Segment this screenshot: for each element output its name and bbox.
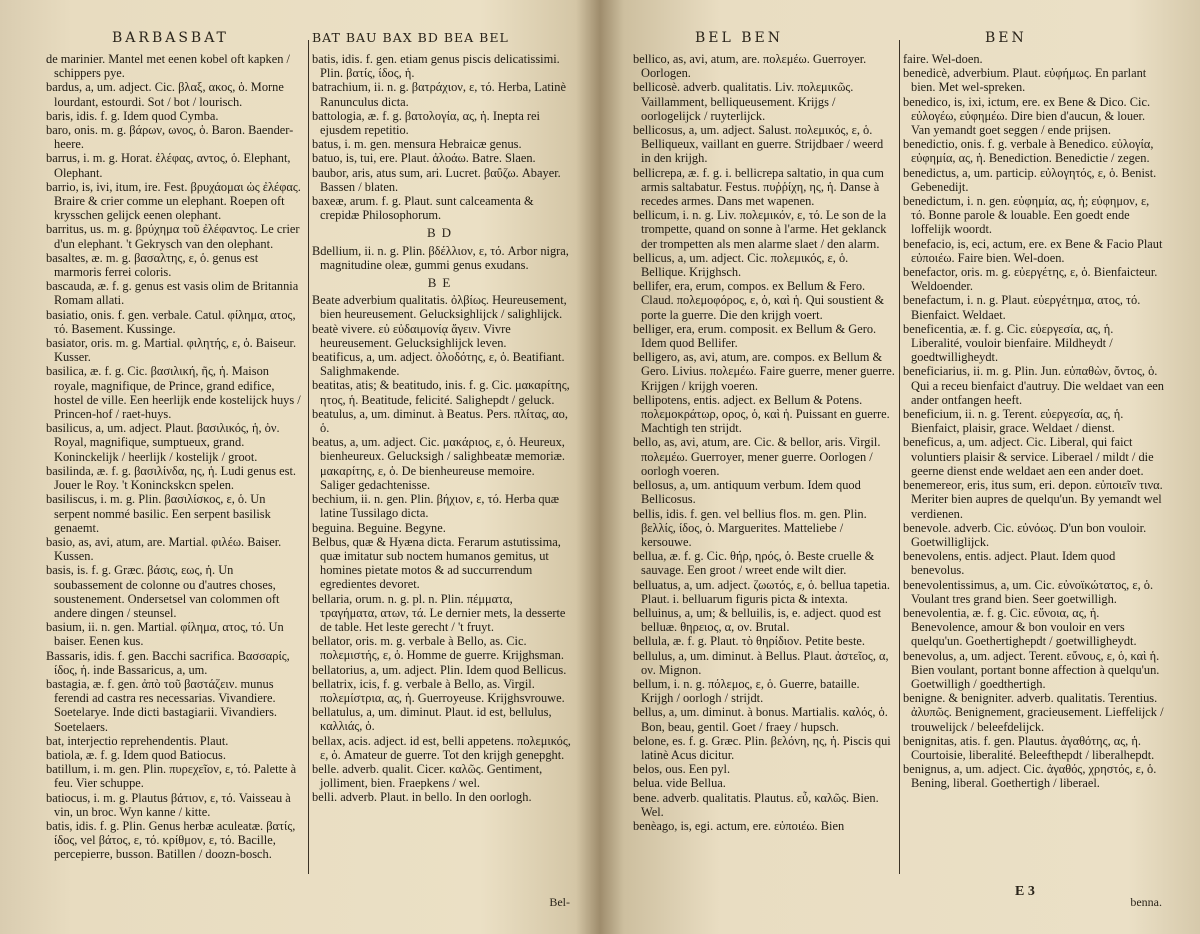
dictionary-entry: benedico, is, ixi, ictum, ere. ex Bene & Dico. Cic. εὐλογέω, εὐφημέω. Dire bien d'aucun, & louer. Van yemandt goet seggen / ende prijsen. — [903, 94, 1151, 138]
dictionary-entry: beneficentia, æ. f. g. Cic. εὐεργεσία, ας, ἡ. Liberalité, vouloir bienfaire. Mildheydt / goedtwilligheydt. — [903, 321, 1114, 365]
dictionary-entry: Beate adverbium qualitatis. ὀλβίως. Heureusement, bien heureusement. Gelucksighlijck / salighlijck. — [312, 293, 567, 322]
dictionary-entry: beneficus, a, um. adject. Cic. Liberal, qui faict voluntiers plaisir & service. Liberael / mildt / die geerne dienst ende weldaet aen een ander doet. — [903, 435, 1154, 478]
dictionary-entry: basiatio, onis. f. gen. verbale. Catul. φίλημα, ατος, τό. Basement. Kussinge. — [46, 307, 296, 336]
dictionary-entry: bello, as, avi, atum, are. Cic. & bellor, aris. Virgil. πολεμέω. Guerroyer, mener guerre. Oorlogen / oorlogh voeren. — [633, 435, 881, 478]
dictionary-entry: bellax, acis. adject. id est, belli appetens. πολεμικός, ε, ὁ. Amateur de guerre. Tot den krijgh genepght. — [312, 733, 571, 762]
dictionary-entry: benèago, is, egi. actum, ere. εὐποιέω. Bien — [633, 818, 845, 833]
left-page — [40, 0, 580, 934]
running-header-right: BAT BAU BAX BD BEA BEL — [312, 30, 509, 45]
dictionary-entry: bellua, æ. f. g. Cic. θήρ, ηρός, ὁ. Beste cruelle & sauvage. Een groot / wreet ende wilt dier. — [633, 549, 875, 578]
running-header-left: BEL BEN — [695, 30, 784, 46]
dictionary-entry: belluatus, a, um. adject. ζωωτός, ε, ὁ. bellua tapetia. Plaut. i. belluarum figuris picta & intexta. — [633, 577, 890, 606]
left-column-1 — [46, 52, 304, 896]
signature-mark: E 3 — [1015, 884, 1035, 899]
dictionary-entry: benignitas, atis. f. gen. Plautus. ἀγαθότης, ας, ἡ. Courtoisie, liberalité. Beleefthepdt / liberalhepdt. — [903, 733, 1155, 762]
dictionary-entry: Bdellium, ii. n. g. Plin. βδέλλιον, ε, τό. Arbor nigra, magnitudine oleæ, gummi genus exudans. — [312, 243, 569, 272]
dictionary-entry: bellatrix, icis, f. g. verbale à Bello, as. Virgil. πολεμίστρια, ας, ἡ. Guerroyeuse. Krijghsvrouwe. — [312, 676, 565, 705]
dictionary-entry: belos, ous. Een pyl. — [633, 762, 731, 777]
dictionary-entry: baxeæ, arum. f. g. Plaut. sunt calceamenta & crepidæ Philosophorum. — [312, 194, 534, 223]
catchword: Bel- — [549, 895, 570, 909]
dictionary-entry: bellulus, a, um. diminut. à Bellus. Plaut. ἀστεῖος, α, ον. Mignon. — [633, 648, 889, 677]
dictionary-entry: batus, i. m. gen. mensura Hebraicæ genus. — [312, 137, 522, 152]
dictionary-entry: basiator, oris. m. g. Martial. φιλητής, ε, ὁ. Baiseur. Kusser. — [46, 336, 297, 365]
dictionary-entry: beneficium, ii. n. g. Terent. εὐεργεσία, ας, ἡ. Bienfaict, plaisir, grace. Weldaet / dienst. — [903, 407, 1124, 436]
dictionary-entry: basilicus, a, um. adject. Plaut. βασιλικός, ἡ, ὀν. Royal, magnifique, sumptueux, grand. Koninckelijk / heerlijk / kostelijk / groot. — [46, 421, 280, 464]
dictionary-entry: bellosus, a, um. antiquum verbum. Idem quod Bellicosus. — [633, 478, 861, 507]
dictionary-entry: benedictum, i. n. gen. εὐφημία, ας, ἡ; εὐφημον, ε, τό. Bonne parole & louable. Een goedt ende loffelijk woordt. — [903, 194, 1150, 237]
dictionary-entry: bellicum, i. n. g. Liv. πολεμικόν, ε, τό. Le son de la trompette, quand on sonne à l'arme. Het geklanck der trompetten als men alarme slaet / den alarm. — [633, 208, 887, 251]
dictionary-entry: belligero, as, avi, atum, are. compos. ex Bellum & Gero. Livius. πολεμέω. Faire guerre, mener guerre. Krijgen / krijgh voeren. — [633, 350, 895, 393]
dictionary-entry: beatulus, a, um. diminut. à Beatus. Pers. πλίτας, αο, ὁ. — [312, 406, 568, 436]
dictionary-entry: beatè vivere. εὐ εὐδαιμονίᾳ ἄγειν. Vivre heureusement. Gelucksighlijck leven. — [312, 321, 511, 350]
dictionary-entry: belliger, era, erum. composit. ex Bellum & Gero. Idem quod Bellifer. — [633, 321, 877, 351]
dictionary-entry: benefactum, i. n. g. Plaut. εὐεργέτημα, ατος, τό. Bienfaict. Weldaet. — [903, 293, 1141, 322]
dictionary-entry: bellis, idis. f. gen. vel bellius flos. m. gen. Plin. βελλίς, ίδος, ὁ. Marguerites. Matteliebe / kersouwe. — [633, 506, 867, 549]
dictionary-entry: batis, idis. f. gen. etiam genus piscis delicatissimi. Plin. βατίς, ίδος, ἡ. — [312, 52, 560, 81]
dictionary-entry: basaltes, æ. m. g. βασαλτης, ε, ὁ. genus est marmoris ferrei coloris. — [46, 250, 259, 280]
dictionary-entry: batis, idis. f. g. Plin. Genus herbæ aculeatæ. βατίς, ίδος, vel βάτος, ε, τό. κρίθμον, ε, τό. Bacille, percepierre, busson. Batillen / doozn-bosch. — [46, 818, 296, 862]
dictionary-entry: faire. Wel-doen. — [903, 52, 983, 66]
running-header-right: BEN — [985, 30, 1027, 46]
dictionary-entry: bellicrepa, æ. f. g. i. bellicrepa saltatio, in qua cum armis saltabatur. Festus. πυῤῥίχη, ης, ἡ. Danse à recedes armes. Dans met wapenen. — [633, 165, 884, 209]
dictionary-entry: belone, es. f. g. Græc. Plin. βελόνη, ης, ἡ. Piscis qui latinè Acus dicitur. — [633, 733, 891, 762]
dictionary-entry: basis, is. f. g. Græc. βάσις, εως, ἡ. Un soubassement de colonne ou d'autres choses, soustenement. Ondersetsel van colommen oft andere dingen / steunsel. — [46, 563, 280, 620]
dictionary-entry: benemereor, eris, itus sum, eri. depon. εὐποιεῖν τινα. Meriter bien aupres de quelqu'un. By yemandt wel verdienen. — [903, 478, 1163, 521]
dictionary-entry: barrus, i. m. g. Horat. ἐλέφας, αντος, ὁ. Elephant, Olephant. — [46, 151, 291, 180]
dictionary-entry: baris, idis. f. g. Idem quod Cymba. — [46, 108, 219, 123]
dictionary-entry: bellatorius, a, um. adject. Plin. Idem quod Bellicus. — [312, 662, 567, 677]
dictionary-entry: beatus, a, um. adject. Cic. μακάριος, ε, ὁ. Heureux, bienheureux. Gelucksigh / salighbeatæ memoriæ. μακαρίτης, ε, ὁ. De bienheureuse memoire. Saliger gedachtenisse. — [312, 435, 566, 492]
dictionary-entry: belluinus, a, um; & belluilis, is, e. adject. quod est belluæ. θηρειος, α, ον. Brutal. — [633, 605, 882, 635]
dictionary-entry: bellicosus, a, um. adject. Salust. πολεμικός, ε, ὁ. Belliqueux, vaillant en guerre. Strijdbaer / weerd in den krijgh. — [633, 123, 884, 166]
dictionary-entry: benevole. adverb. Cic. εὐνόως. D'un bon vouloir. Goetwilliglijck. — [903, 520, 1147, 549]
dictionary-entry: baro, onis. m. g. βάρων, ωνος, ὁ. Baron. Baender-heere. — [46, 123, 294, 152]
section-heading: BE — [427, 275, 457, 291]
dictionary-entry: belli. adverb. Plaut. in bello. In den oorlogh. — [312, 790, 532, 805]
dictionary-entry: benevolentia, æ. f. g. Cic. εὔνοια, ας, ἡ. Benevolence, amour & bon vouloir en vers quelqu'un. Goethertighepdt / goetwilligheydt. — [903, 605, 1137, 649]
dictionary-entry: bechium, ii. n. gen. Plin. βήχιον, ε, τό. Herba quæ latine Tussilago dicta. — [312, 492, 559, 521]
dictionary-entry: bellifer, era, erum, compos. ex Bellum & Fero. Claud. πολεμοφόρος, ε, ὁ, καὶ ἡ. Qui soustient & porte la guerre. Die den krijgh voert. — [633, 279, 885, 322]
left-column-2 — [312, 52, 572, 896]
dictionary-entry: bellatulus, a, um. diminut. Plaut. id est, bellulus, καλλιάς, ὁ. — [312, 705, 552, 734]
dictionary-entry: beneficiarius, ii. m. g. Plin. Jun. εὐπαθὼν, ὄντος, ὁ. Qui a receu bienfaict d'autruy. Die weldaet van een ander ontfangen heeft. — [903, 364, 1164, 407]
dictionary-entry: benignus, a, um. adject. Cic. ἀγαθός, χρηστός, ε, ὁ. Bening, liberal. Goethertigh / liberael. — [903, 762, 1157, 791]
dictionary-entry: Belbus, quæ & Hyæna dicta. Ferarum astutissima, quæ imitatur sub noctem humanos gemitus, ut homines pietate motos & ad succurrendum egredientes devoret. — [312, 534, 561, 592]
dictionary-entry: benevolens, entis. adject. Plaut. Idem quod benevolus. — [903, 549, 1116, 578]
dictionary-entry: basiliscus, i. m. g. Plin. βασιλίσκος, ε, ὁ. Un serpent nommé basilic. Een serpent basilisk genaemt. — [46, 492, 271, 535]
column-rule — [308, 40, 309, 874]
dictionary-entry: bellum, i. n. g. πόλεμος, ε, ὁ. Guerre, bataille. Krijgh / oorlogh / strijdt. — [633, 676, 860, 706]
dictionary-entry: batuo, is, tui, ere. Plaut. ἀλοάω. Batre. Slaen. — [312, 151, 536, 166]
right-column-1 — [633, 52, 895, 896]
dictionary-entry: benevolus, a, um. adject. Terent. εὔνους, ε, ὁ, καὶ ἡ. Bien voulant, portant bonne affection à quelqu'un. Goetwilligh / goedthertigh. — [903, 648, 1160, 691]
dictionary-entry: bellator, oris. m. g. verbale à Bello, as. Cic. πολεμιστής, ε, ὁ. Homme de guerre. Krijghsman. — [312, 634, 564, 663]
dictionary-entry: bellus, a, um. diminut. à bonus. Martialis. καλός, ὁ. Bon, beau, gentil. Goet / fraey / hupsch. — [633, 705, 888, 734]
catchword: benna. — [1130, 895, 1162, 909]
dictionary-entry: baubor, aris, atus sum, ari. Lucret. βαΰζω. Abayer. Bassen / blaten. — [312, 165, 561, 194]
dictionary-entry: battologia, æ. f. g. βατολογία, ας, ἡ. Inepta rei ejusdem repetitio. — [312, 108, 540, 138]
dictionary-entry: bellula, æ. f. g. Plaut. τὸ θηρίδιον. Petite beste. — [633, 634, 865, 649]
dictionary-entry: basilinda, æ. f. g. βασιλίνδα, ης, ἡ. Ludi genus est. Jouer le Roy. 't Koninckskcn spelen. — [46, 463, 297, 493]
dictionary-entry: bellipotens, entis. adject. ex Bellum & Potens. πολεμοκράτωρ, ορος, ὁ, καὶ ἡ. Puissant en guerre. Machtigh ten strijdt. — [633, 392, 890, 436]
dictionary-entry: benefactor, oris. m. g. εὐεργέτης, ε, ὁ. Bienfaicteur. Weldoender. — [903, 265, 1158, 294]
right-page — [625, 0, 1170, 934]
column-rule — [899, 40, 900, 874]
dictionary-entry: bastagia, æ. f. gen. ἀπὸ τοῦ βαστάζειν. munus ferendi ad castra res necessarias. Vivandiere. Soetelarye. Inde dicti bastagiarii. Vivandiers. Soetelaers. — [46, 676, 278, 734]
dictionary-entry: belua. vide Bellua. — [633, 776, 726, 791]
dictionary-entry: benedictus, a, um. particip. εὐλογητός, ε, ὁ. Benist. Gebenedijt. — [903, 165, 1157, 194]
dictionary-entry: de marinier. Mantel met eenen kobel oft kapken / schippers pye. — [46, 52, 290, 81]
dictionary-entry: bellicus, a, um. adject. Cic. πολεμικός, ε, ὁ. Bellique. Krijghsch. — [633, 250, 849, 280]
dictionary-entry: bardus, a, um. adject. Cic. βλαξ, ακος, ὁ. Morne lourdant, estourdi. Sot / bot / lourisch. — [46, 80, 284, 109]
dictionary-entry: batiocus, i. m. g. Plautus βάτιον, ε, τό. Vaisseau à vin, un broc. Wyn kanne / kitte. — [46, 790, 291, 819]
dictionary-entry: bellaria, orum. n. g. pl. n. Plin. πέμματα, τραγήματα, ατων, τά. Le dernier mets, la desserte de table. Het leste gerecht / 't fruyt. — [312, 591, 566, 634]
dictionary-entry: bellico, as, avi, atum, are. πολεμέω. Guerroyer. Oorlogen. — [633, 52, 867, 81]
running-header-left: BARBASBAT — [112, 30, 229, 46]
dictionary-entry: belle. adverb. qualit. Cicer. καλῶς. Gentiment, jolliment, bien. Fraepkens / wel. — [312, 761, 543, 791]
dictionary-entry: beguina. Beguine. Begyne. — [312, 520, 446, 535]
right-column-2 — [903, 52, 1165, 896]
dictionary-entry: barrio, is, ivi, itum, ire. Fest. βρυχάομαι ὡς ἐλέφας. Braire & crier comme un elephant. Roepen oft krysschen gelijck eenen olephant. — [46, 179, 301, 223]
dictionary-entry: Bassaris, idis. f. gen. Bacchi sacrifica. Βασσαρίς, ίδος, ἡ. inde Bassaricus, a, um. — [46, 648, 290, 677]
dictionary-entry: bat, interjectio reprehendentis. Plaut. — [46, 733, 229, 748]
dictionary-entry: bellicosè. adverb. qualitatis. Liv. πολεμικῶς. Vaillamment, belliqueusement. Krijgs / oorlogelijck / ruyterlijck. — [633, 80, 854, 123]
dictionary-entry: bascauda, æ. f. g. genus est vasis olim de Britannia Romam allati. — [46, 279, 299, 308]
dictionary-entry: barritus, us. m. g. βρύχημα τοῦ ἐλέφαντος. Le crier d'un elephant. 't Gekrysch van den olephant. — [46, 222, 300, 251]
dictionary-entry: basio, as, avi, atum, are. Martial. φιλέω. Baiser. Kussen. — [46, 534, 282, 564]
dictionary-entry: benevolentissimus, a, um. Cic. εὐνοϊκώτατος, ε, ὁ. Voulant tres grand bien. Seer goetwilligh. — [903, 577, 1154, 606]
dictionary-entry: batillum, i. m. gen. Plin. πυρεχεῖον, ε, τό. Palette à feu. Vier schuppe. — [46, 762, 297, 791]
dictionary-entry: benedicè, adverbium. Plaut. εὐφήμως. En parlant bien. Met wel-spreken. — [903, 66, 1147, 95]
section-heading: BD — [426, 225, 458, 241]
dictionary-entry: basilica, æ. f. g. Cic. βασιλική, ῆς, ἡ. Maison royale, magnifique, de Prince, grand edifice, hostel de ville. Een heerlijk ende kostelijck huys / Princen-hof / raet-huys. — [46, 364, 301, 422]
dictionary-entry: batrachium, ii. n. g. βατράχιον, ε, τό. Herba, Latinè Ranunculus dicta. — [312, 80, 566, 109]
dictionary-entry: bene. adverb. qualitatis. Plautus. εὖ, καλῶς. Bien. Wel. — [633, 790, 879, 819]
dictionary-entry: basium, ii. n. gen. Martial. φίλημα, ατος, τό. Un baiser. Eenen kus. — [46, 620, 284, 649]
dictionary-entry: benedictio, onis. f. g. verbale à Benedico. εὐλογία, εὐφημία, ας, ἡ. Benediction. Benedictie / zegen. — [903, 137, 1154, 166]
dictionary-entry: beatificus, a, um. adject. ὀλοδότης, ε, ὁ. Beatifiant. Salighmakende. — [312, 350, 565, 379]
dictionary-entry: benigne. & benigniter. adverb. qualitatis. Terentius. ἀλυπῶς. Benignement, gracieusement. Lieffelijck / trouwelijck / beleefdelijck. — [903, 691, 1164, 734]
dictionary-entry: batiola, æ. f. g. Idem quod Batiocus. — [46, 747, 226, 762]
dictionary-entry: benefacio, is, eci, actum, ere. ex Bene & Facio Plaut εὐποιέω. Faire bien. Wel-doen. — [903, 236, 1163, 265]
dictionary-entry: beatitas, atis; & beatitudo, inis. f. g. Cic. μακαρίτης, ητος, ἡ. Beatitude, felicité. Salighepdt / geluck. — [312, 378, 570, 407]
